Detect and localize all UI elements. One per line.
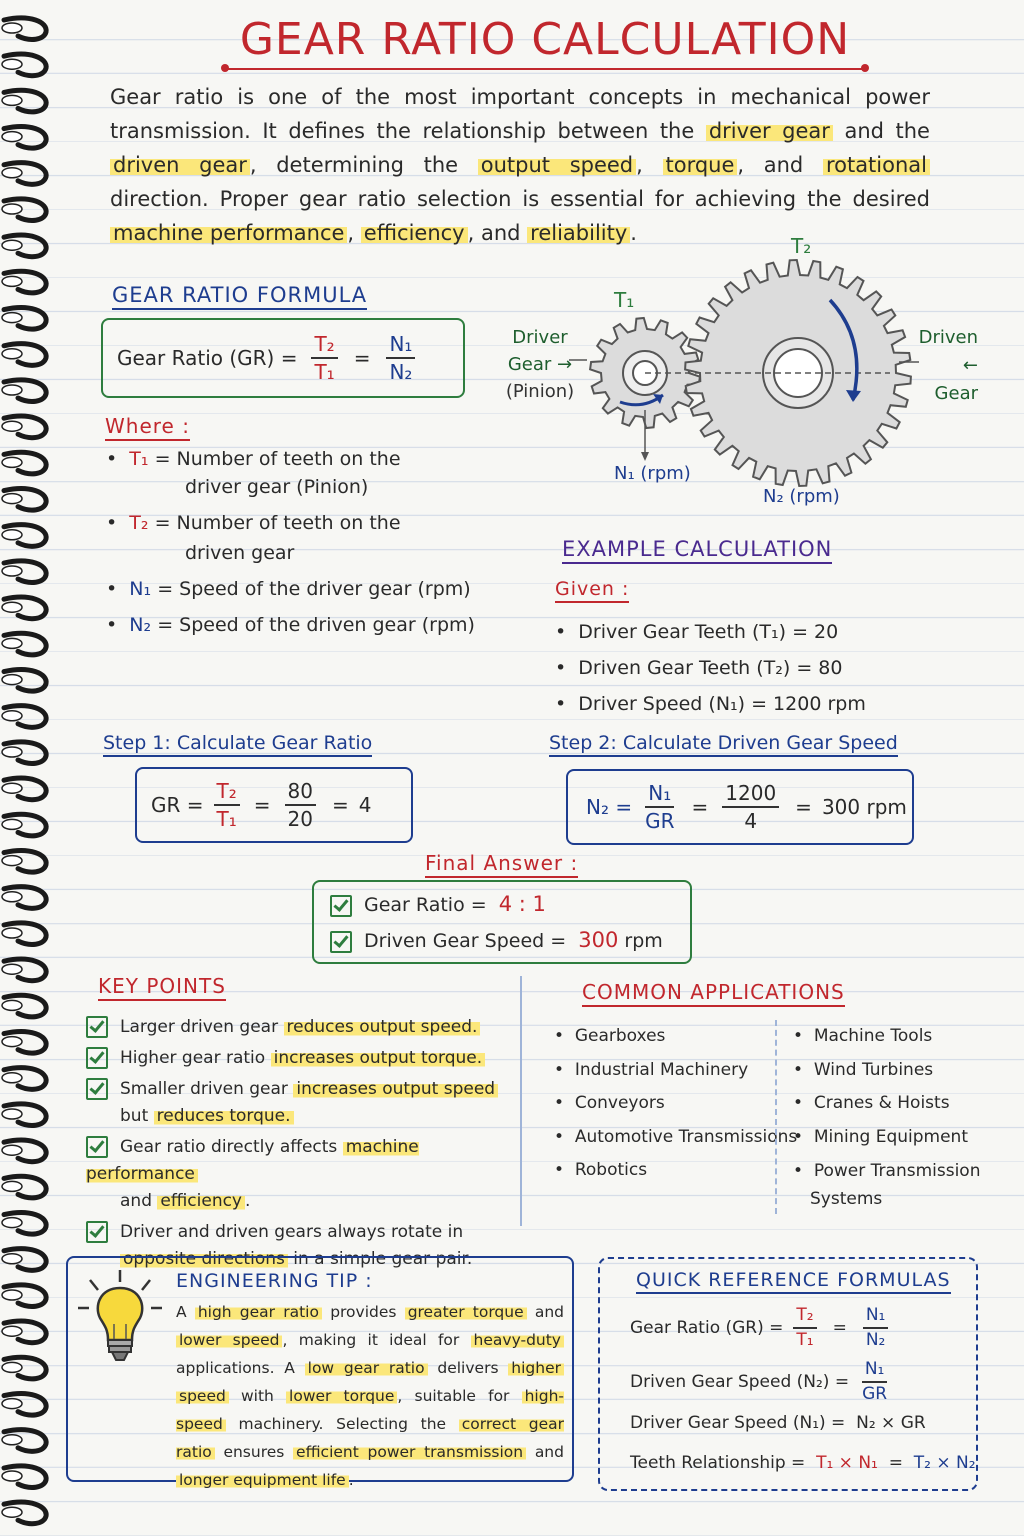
checkbox-icon: [330, 895, 352, 917]
key-point-item: Higher gear ratio increases output torque.: [86, 1045, 516, 1072]
key-points-list: [86, 1014, 516, 1273]
checkbox-icon: [86, 1136, 108, 1158]
page-title: GEAR RATIO CALCULATION: [239, 14, 851, 65]
application-item: • Machine Tools: [793, 1026, 933, 1046]
final-heading: Final Answer :: [425, 851, 578, 878]
application-item: • Robotics: [554, 1160, 648, 1180]
formula-box: [101, 318, 465, 398]
formula-fraction-n: $\frac{\text{N₁}}{\text{N₂}}$: [386, 333, 415, 383]
checkbox-icon: [86, 1078, 108, 1100]
given-heading: Given :: [555, 578, 629, 603]
given-item: • Driven Gear Teeth (T₂) = 80: [555, 657, 843, 679]
applications-heading: COMMON APPLICATIONS: [582, 980, 845, 1007]
diagram-t1-label: T₁: [614, 288, 635, 312]
step2-heading: Step 2: Calculate Driven Gear Speed: [549, 732, 898, 757]
where-item-n2: • N₂ = Speed of the driven gear (rpm): [106, 614, 475, 636]
formula-heading: GEAR RATIO FORMULA: [112, 283, 367, 310]
given-item: • Driver Speed (N₁) = 1200 rpm: [555, 693, 866, 715]
given-item: • Driver Gear Teeth (T₁) = 20: [555, 621, 839, 643]
where-item-n1: • N₁ = Speed of the driver gear (rpm): [106, 578, 471, 600]
application-item: • Industrial Machinery: [554, 1059, 749, 1080]
step2-n2: N₂ =: [586, 795, 633, 819]
formula-equals: =: [353, 346, 371, 370]
final-answer-box: [312, 880, 692, 964]
application-item: • Mining Equipment: [793, 1126, 968, 1147]
quick-row-driver-speed: Driver Gear Speed (N₁) = N₂ × GR: [630, 1413, 926, 1433]
step2-result: 300 rpm: [821, 795, 907, 819]
quick-heading: QUICK REFERENCE FORMULAS: [636, 1269, 951, 1294]
applications-left-list: [554, 1020, 797, 1188]
tip-text: A high gear ratio provides greater torque and lower speed , making it ideal for heavy-duty applications. A low gear ratio delivers higher speed with lower torque , suitable for high-speed machinery. Selecting the correct gear ratio ensures efficient power transmission and longer equipment life .: [176, 1303, 565, 1489]
quick-reference-box: [598, 1257, 978, 1491]
checkbox-icon: [330, 931, 352, 953]
application-item: • Cranes & Hoists: [793, 1093, 950, 1113]
where-heading: Where :: [105, 414, 190, 441]
applications-divider: [775, 1020, 777, 1214]
n1-label: N₁ (rpm): [614, 463, 691, 484]
section-divider: [520, 976, 522, 1226]
example-heading: EXAMPLE CALCULATION: [562, 537, 832, 564]
step1-gr: GR =: [151, 793, 204, 817]
step2-fraction-values: $\frac{1200}{4}$: [722, 782, 779, 832]
title-underline: [225, 68, 865, 70]
diagram-t2-label: T₂: [791, 234, 812, 258]
lightbulb-icon: [74, 1268, 166, 1368]
title-underline-dot-left: [221, 64, 229, 72]
application-item: • Power Transmission Systems: [793, 1161, 981, 1209]
step1-fraction-t: $\frac{\text{T₂}}{\text{T₁}}$: [214, 780, 240, 830]
step1-heading: Step 1: Calculate Gear Ratio: [103, 732, 372, 757]
tip-heading: ENGINEERING TIP :: [176, 1270, 373, 1292]
where-item-t1: • T₁ = Number of teeth on the driver gear (Pinion): [106, 448, 401, 498]
where-item-t2: • T₂ = Number of teeth on the driven gear: [106, 512, 401, 564]
key-point-item: Smaller driven gear increases output speed but reduces torque.: [86, 1076, 516, 1130]
driver-gear-label: Driver Gear → (Pinion): [505, 327, 575, 402]
given-list: [555, 614, 866, 722]
n2-label: N₂ (rpm): [763, 486, 840, 507]
quick-row-teeth: Teeth Relationship = T₁ × N₁ = T₂ × N₂: [630, 1453, 976, 1473]
step1-fraction-values: $\frac{80}{20}$: [285, 780, 316, 830]
final-row-speed: Driven Gear Speed = 300 rpm: [330, 928, 663, 953]
key-point-item: Driver and driven gears always rotate in opposite directions in a simple gear pair.: [86, 1219, 516, 1273]
application-item: • Wind Turbines: [793, 1059, 934, 1080]
application-item: • Conveyors: [554, 1093, 665, 1113]
driven-gear-label: Driven ← Gear: [918, 327, 978, 404]
title-underline-dot-right: [861, 64, 869, 72]
final-row-ratio: Gear Ratio = 4 : 1: [330, 892, 546, 917]
key-points-heading: KEY POINTS: [98, 974, 226, 1001]
application-item: • Automotive Transmissions: [554, 1126, 798, 1147]
quick-row-driven-speed: Driven Gear Speed (N₂) = $\frac{\text{N₁}}{GR}$: [630, 1359, 888, 1404]
quick-row-ratio: Gear Ratio (GR) = $\frac{\text{T₂}}{\text{T₁}}$ = $\frac{\text{N₁}}{\text{N₂}}$: [630, 1301, 894, 1355]
step1-result: 4: [358, 793, 372, 817]
application-item: • Gearboxes: [554, 1026, 666, 1046]
where-list: [106, 448, 526, 636]
key-point-item: Larger driven gear reduces output speed.: [86, 1014, 516, 1041]
checkbox-icon: [86, 1016, 108, 1038]
key-point-item: Gear ratio directly affects machine performance and efficiency .: [86, 1137, 419, 1211]
formula-label: Gear Ratio (GR) =: [117, 346, 298, 370]
step1-box: GR = $\frac{\text{T₂}}{\text{T₁}}$ = $\frac{80}{20}$ = 4: [135, 767, 413, 843]
checkbox-icon: [86, 1047, 108, 1069]
spiral-binding: [0, 0, 60, 1536]
step2-box: N₂ = $\frac{\text{N₁}}{GR}$ = $\frac{1200}{4}$ = 300 rpm: [566, 769, 914, 845]
intro-paragraph: Gear ratio is one of the most important concepts in mechanical power transmission. It defines the relationship between the driver gear and the driven gear , determining the output speed , torque , and rotational direction. Proper gear ratio selection is essential for achieving the desired machine performance , efficiency , and reliability .: [110, 85, 930, 245]
applications-right-list: [793, 1020, 980, 1213]
step2-fraction-symbols: $\frac{\text{N₁}}{GR}$: [645, 781, 675, 833]
formula-fraction-t: $\frac{\text{T₂}}{\text{T₁}}$: [311, 333, 337, 383]
checkbox-icon: [86, 1221, 108, 1243]
engineering-tip-box: [66, 1256, 574, 1489]
